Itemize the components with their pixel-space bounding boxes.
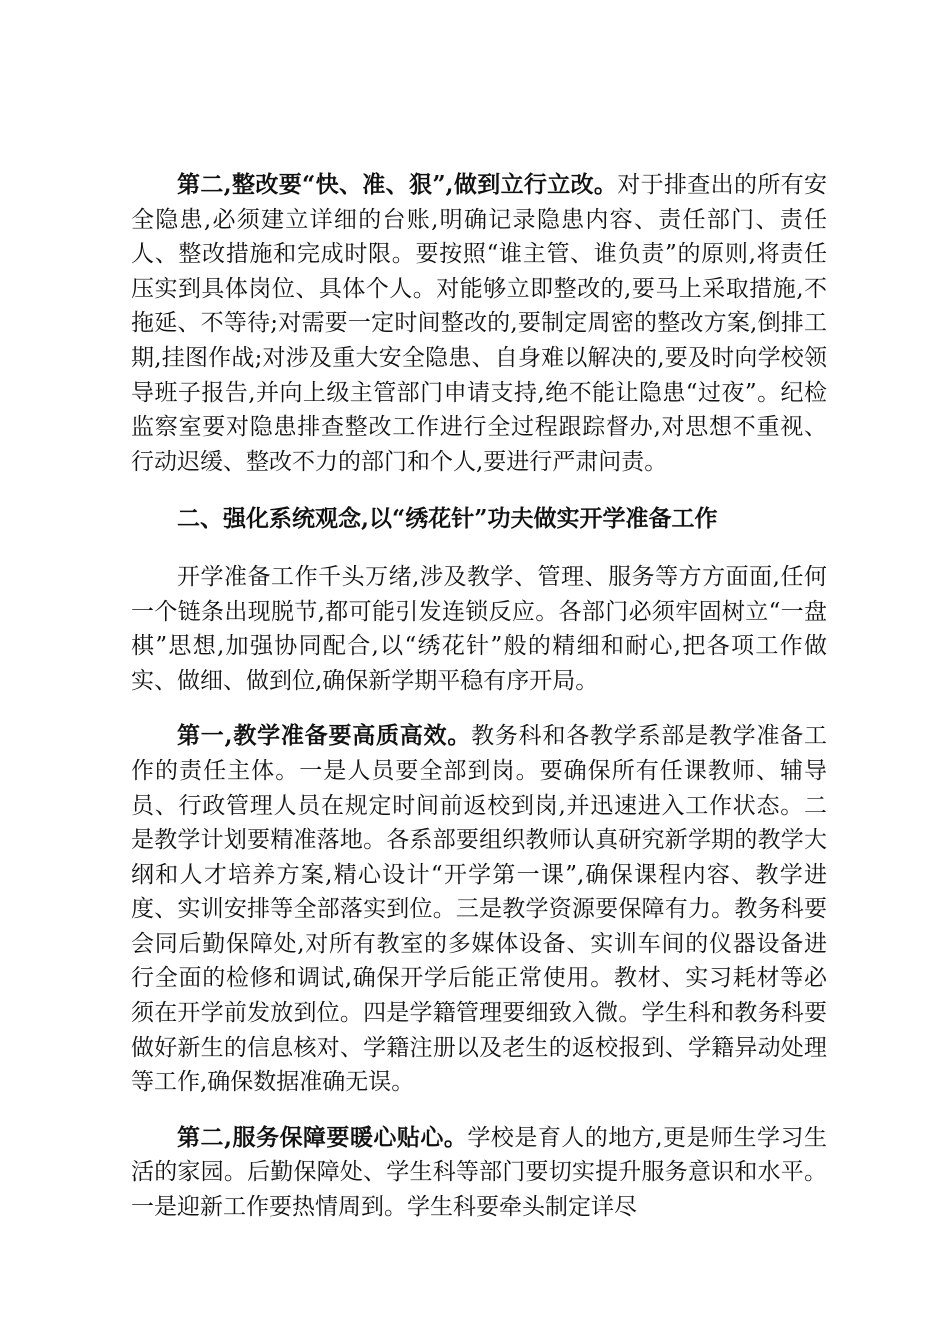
paragraph-lead: 第二,整改要“快、准、狠”,做到立行立改。: [177, 171, 618, 198]
paragraph-lead: 第二,服务保障要暖心贴心。: [177, 1123, 468, 1151]
paragraph-rectification: [131, 168, 827, 479]
paragraph-lead: 第一,教学准备要高质高效。: [177, 722, 472, 750]
paragraph-text: 教务科和各教学系部是教学准备工作的责任主体。一是人员要全部到岗。要确保所有任课教师、辅导员、行政管理人员在规定时间前返校到岗,并迅速进入工作状态。二是教学计划要精准落地。各系部要组织教师认真研究新学期的教学大纲和人才培养方案,精心设计“开学第一课”,确保课程内容、教学进度、实训安排等全部落实到位。三是教学资源要保障有力。教务科要会同后勤保障处,对所有教室的多媒体设备、实训车间的仪器设备进行全面的检修和调试,确保开学后能正常使用。教材、实习耗材等必须在开学前发放到位。四是学籍管理要细致入微。学生科和教务科要做好新生的信息核对、学籍注册以及老生的返校报到、学籍异动处理等工作,确保数据准确无误。: [131, 723, 828, 1096]
paragraph-intro: 开学准备工作千头万绪,涉及教学、管理、服务等方方面面,任何一个链条出现脱节,都可能引发连锁反应。各部门必须牢固树立“一盘棋”思想,加强协同配合,以“绣花针”般的精细和耐心,把各项工作做实、做细、做到位,确保新学期平稳有序开局。: [131, 563, 827, 694]
paragraph-text: 学校是育人的地方,更是师生学习生活的家园。后勤保障处、学生科等部门要切实提升服务意识和水平。一是迎新工作要热情周到。学生科要牵头制定详尽: [131, 1124, 827, 1221]
paragraph-teaching-preparation: [131, 719, 827, 1100]
section-heading: 二、强化系统观念,以“绣花针”功夫做实开学准备工作: [177, 505, 718, 533]
paragraph-text: 对于排查出的所有安全隐患,必须建立详细的台账,明确记录隐患内容、责任部门、责任人、整改措施和完成时限。要按照“谁主管、谁负责”的原则,将责任压实到具体岗位、具体个人。对能够立即整改的,要马上采取措施,不拖延、不等待;对需要一定时间整改的,要制定周密的整改方案,倒排工期,挂图作战;对涉及重大安全隐患、自身难以解决的,要及时向学校领导班子报告,并向上级主管部门申请支持,绝不能让隐患“过夜”。纪检监察室要对隐患排查整改工作进行全过程跟踪督办,对思想不重视、行动迟缓、整改不力的部门和个人,要进行严肃问责。: [131, 172, 827, 475]
document-body: [131, 168, 827, 1225]
paragraph-service-support: [131, 1121, 827, 1225]
